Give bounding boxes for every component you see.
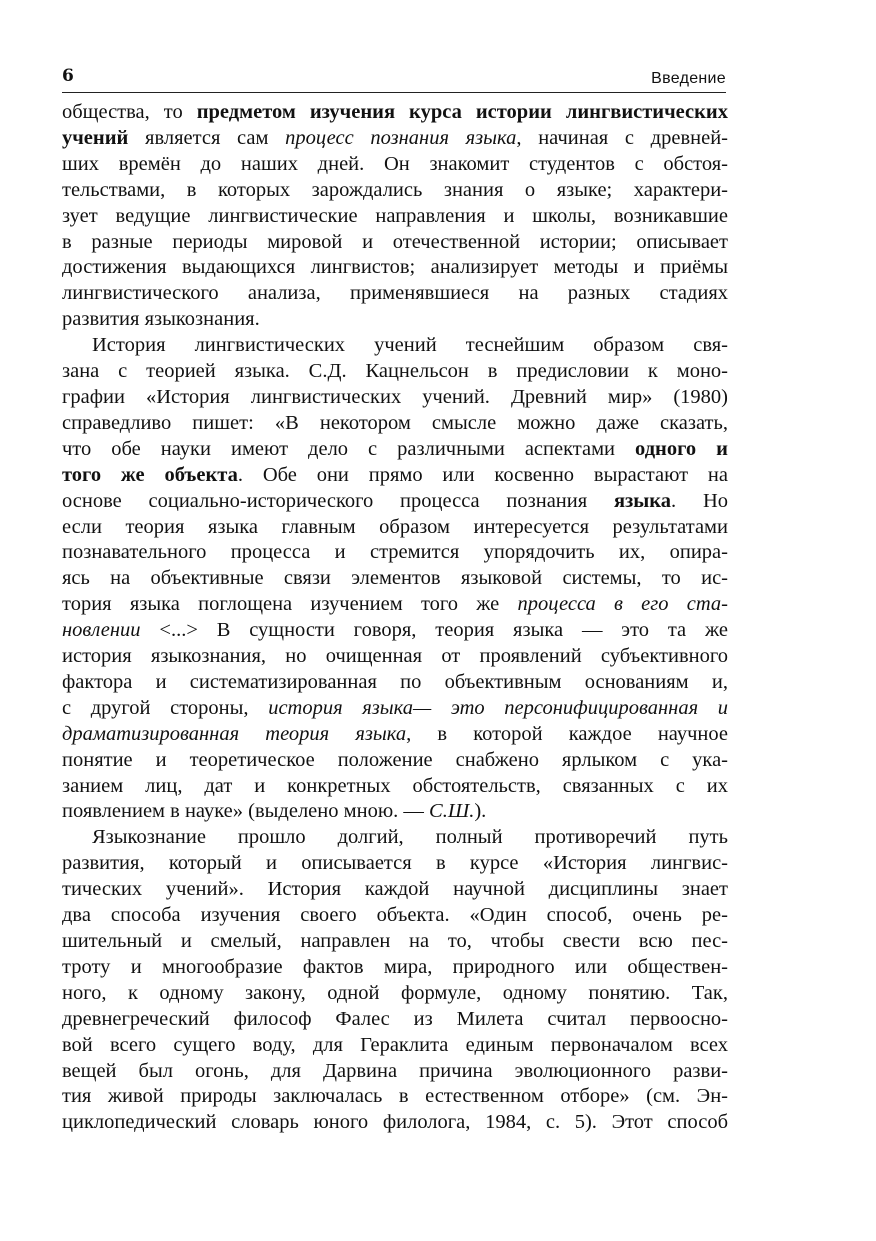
text-run: тия живой природы заключалась в естественном отборе» (см. Эн- — [62, 1085, 728, 1108]
text-line — [62, 100, 728, 126]
page-number: 6 — [62, 66, 74, 86]
running-head — [62, 62, 726, 93]
text-line — [62, 748, 728, 774]
text-run: графии «История лингвистических учений. Древний мир» (1980) — [62, 385, 728, 408]
bold-text: того же объекта — [62, 463, 238, 486]
italic-text: новлении — [62, 619, 141, 642]
text-run: достижения выдающихся лингвистов; анализирует методы и приёмы — [62, 256, 728, 279]
body-text — [62, 100, 728, 1136]
text-line — [62, 333, 728, 359]
text-run: основе социально-исторического процесса познания — [62, 489, 614, 512]
text-run: с другой стороны, — [62, 696, 269, 719]
text-line — [62, 929, 728, 955]
text-line — [62, 463, 728, 489]
text-run: познавательного процесса и стремится упорядочить их, опира- — [62, 541, 728, 564]
italic-text: С.Ш. — [429, 800, 475, 823]
text-line — [62, 1084, 728, 1110]
text-line — [62, 981, 728, 1007]
text-line — [62, 540, 728, 566]
text-run: <...> В сущности говоря, теория языка — это та же — [140, 619, 728, 642]
text-line — [62, 152, 728, 178]
text-run: справедливо пишет: «В некотором смысле можно даже сказать, — [62, 411, 728, 434]
text-run: древнегреческий философ Фалес из Милета считал первооснo- — [62, 1007, 728, 1030]
text-run: циклопедический словарь юного филолога, 1984, с. 5). Этот способ — [62, 1111, 728, 1134]
text-run: вещей был огонь, для Дарвина причина эволюционного разви- — [62, 1059, 728, 1082]
text-line — [62, 204, 728, 230]
text-run: тических учений». История каждой научной дисциплины знает — [62, 878, 728, 901]
text-line — [62, 1110, 728, 1136]
text-run: появлением в науке» (выделено мною. — — [62, 800, 430, 823]
bold-text: предметом изучения курса истории лингвистических — [196, 101, 728, 123]
text-line — [62, 281, 728, 307]
text-line — [62, 696, 728, 722]
text-run: ). — [474, 800, 487, 823]
text-run: развития, который и описывается в курсе «История лингвис- — [62, 852, 728, 875]
text-run: История лингвистических учений теснейшим образом свя- — [92, 334, 728, 357]
text-run: ного, к одному закону, одной формуле, одному понятию. Так, — [62, 981, 728, 1004]
text-run: если теория языка главным образом интересуется результатами — [62, 515, 728, 538]
text-run: ясь на объективные связи элементов языковой системы, то ис- — [62, 567, 728, 590]
text-line — [62, 1059, 728, 1085]
text-run: в разные периоды мировой и отечественной истории; описывает — [62, 230, 728, 253]
italic-text: драматизированная теория языка — [62, 722, 407, 745]
text-line — [62, 255, 728, 281]
text-line — [62, 955, 728, 981]
text-run: общества, то — [62, 101, 197, 123]
text-line — [62, 774, 728, 800]
text-line — [62, 359, 728, 385]
text-line — [62, 126, 728, 152]
text-run: , в которой каждое научное — [406, 722, 728, 745]
text-line — [62, 178, 728, 204]
text-line — [62, 515, 728, 541]
text-line — [62, 1033, 728, 1059]
text-line — [62, 437, 728, 463]
text-line — [62, 644, 728, 670]
italic-text: процесс познания языка — [285, 126, 517, 149]
text-line — [62, 851, 728, 877]
text-line — [62, 411, 728, 437]
text-line — [62, 566, 728, 592]
text-line — [62, 307, 728, 333]
text-run: понятие и теоретическое положение снабжено ярлыком с ука- — [62, 748, 728, 771]
text-run: ших времён до наших дней. Он знакомит студентов с обстоя- — [62, 152, 728, 175]
text-line — [62, 903, 728, 929]
text-run: история языкознания, но очищенная от проявлений субъективного — [62, 645, 728, 668]
text-run: вой всего сущего воду, для Гераклита единым первоначалом всех — [62, 1033, 728, 1056]
text-run: . Но — [671, 489, 728, 512]
text-line — [62, 230, 728, 256]
bold-text: языка — [613, 489, 672, 512]
text-line — [62, 489, 728, 515]
text-run: развития языкознания. — [62, 308, 260, 331]
text-line — [62, 1007, 728, 1033]
italic-text: процесса в его ста- — [517, 593, 728, 616]
text-run: два способа изучения своего объекта. «Один способ, очень ре- — [62, 904, 728, 927]
text-line — [62, 799, 728, 825]
italic-text: история языка— это персонифицированная и — [268, 696, 728, 719]
section-title: Введение — [651, 70, 726, 87]
text-run: шительный и смелый, направлен на то, чтобы свести всю пес- — [62, 930, 728, 952]
text-line — [62, 385, 728, 411]
bold-text: одного и — [635, 437, 728, 460]
text-line — [62, 877, 728, 903]
text-run: тельствами, в которых зарождались знания о языке; характери- — [62, 178, 728, 201]
text-run: Языкознание прошло долгий, полный противоречий путь — [92, 826, 728, 849]
text-run: тория языка поглощена изучением того же — [62, 593, 518, 616]
text-run: зана с теорией языка. С.Д. Кацнельсон в предисловии к моно- — [62, 360, 728, 383]
text-line — [62, 825, 728, 851]
text-run: занием лиц, дат и конкретных обстоятельств, связанных с их — [62, 774, 728, 797]
text-run: фактора и систематизированная по объективным основаниям и, — [62, 670, 728, 693]
bold-text: учений — [62, 126, 129, 149]
text-run: лингвистического анализа, применявшиеся на разных стадиях — [62, 282, 728, 305]
text-run: зует ведущие лингвистические направления и школы, возникавшие — [62, 204, 728, 227]
text-line — [62, 618, 728, 644]
text-run: троту и многообразие фактов мира, природного или обществен- — [62, 955, 728, 978]
text-line — [62, 670, 728, 696]
text-line — [62, 592, 728, 618]
text-run: что обе науки имеют дело с различными аспектами — [62, 437, 636, 460]
text-run: является сам — [128, 126, 286, 149]
text-run: , начиная с древней- — [516, 126, 729, 149]
text-run: . Обе они прямо или косвенно вырастают на — [237, 463, 728, 486]
text-line — [62, 722, 728, 748]
